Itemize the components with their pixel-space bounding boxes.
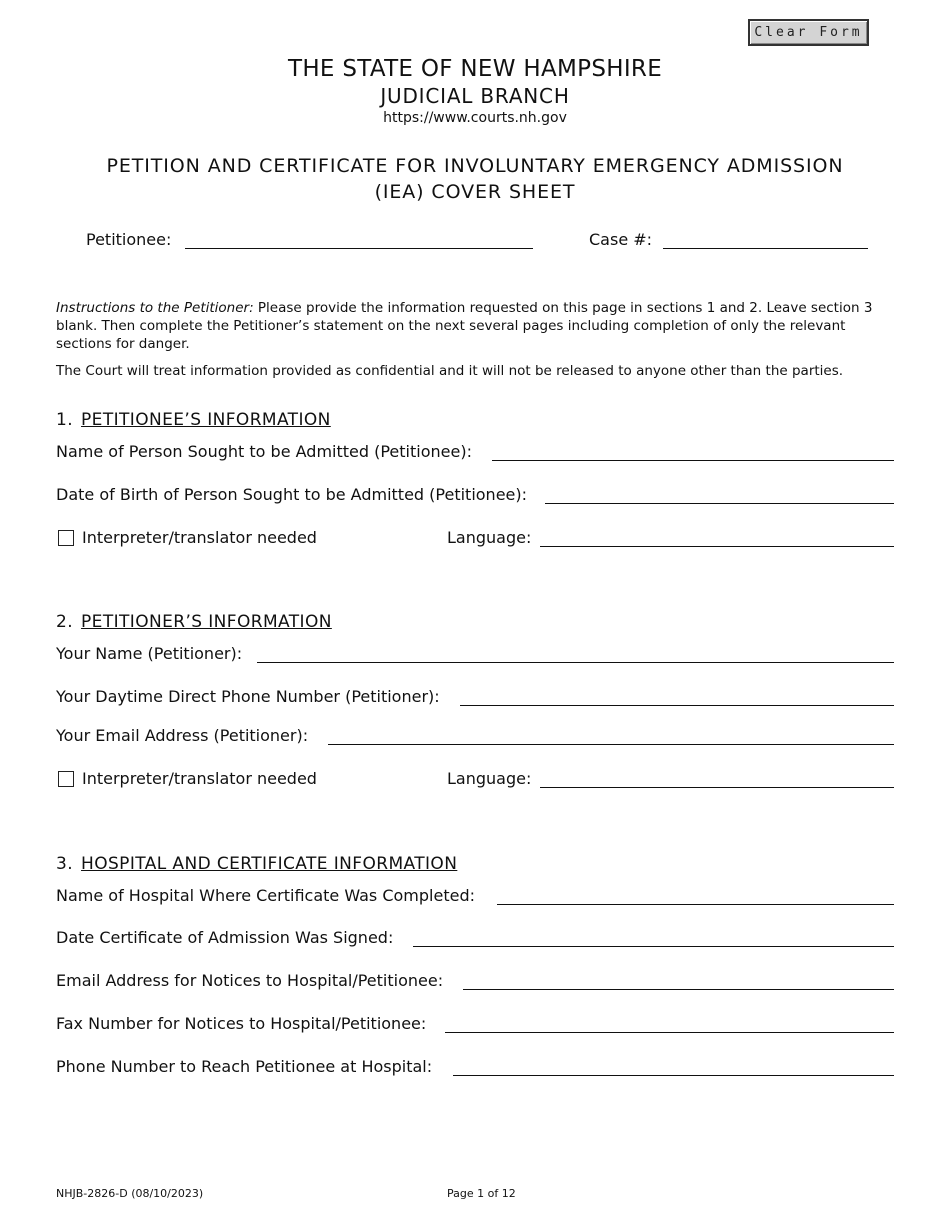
section2-title: PETITIONER’S INFORMATION [81,612,332,632]
petitioner-interpreter-checkbox[interactable] [58,771,74,787]
hospital-fax-label: Fax Number for Notices to Hospital/Petitionee: [56,1014,427,1033]
hospital-name-label: Name of Hospital Where Certificate Was Completed: [56,886,475,905]
court-url: https://www.courts.nh.gov [383,110,567,126]
hospital-fax-field[interactable] [445,1032,894,1033]
petitionee-dob-label: Date of Birth of Person Sought to be Admitted (Petitionee): [56,485,528,504]
hospital-phone-label: Phone Number to Reach Petitionee at Hospital: [56,1057,433,1076]
section3-title: HOSPITAL AND CERTIFICATE INFORMATION [81,854,458,874]
petitionee-interpreter-label: Interpreter/translator needed [82,528,317,547]
branch-heading: JUDICIAL BRANCH [380,84,570,108]
petitionee-name-field[interactable] [492,460,894,461]
instructions-body: Please provide the information requested on this page in sections 1 and 2. Leave section 3 blank. Then complete the Petitioner’s statement on the next several pages including completion of only the relevant sections for danger. [56,300,873,352]
case-number-field[interactable] [663,248,868,249]
section2-heading [56,612,332,632]
section3-heading [56,854,457,874]
page-number: Page 1 of 12 [447,1187,516,1200]
certificate-date-field[interactable] [413,946,894,947]
form-identifier: NHJB-2826-D (08/10/2023) [56,1187,204,1200]
form-title-line1: PETITION AND CERTIFICATE FOR INVOLUNTARY EMERGENCY ADMISSION [106,155,844,177]
confidentiality-notice: The Court will treat information provided as confidential and it will not be released to anyone other than the parties. [56,363,844,379]
section1-title: PETITIONEE’S INFORMATION [81,410,331,430]
petitioner-phone-label: Your Daytime Direct Phone Number (Petitioner): [56,687,440,706]
petitionee-name-label: Name of Person Sought to be Admitted (Petitionee): [56,442,472,461]
section3-number: 3. [56,854,74,874]
hospital-email-label: Email Address for Notices to Hospital/Petitionee: [56,971,444,990]
section1-number: 1. [56,410,74,430]
certificate-date-label: Date Certificate of Admission Was Signed: [56,928,394,947]
hospital-email-field[interactable] [463,989,894,990]
petitioner-name-label: Your Name (Petitioner): [56,644,243,663]
instructions-lead: Instructions to the Petitioner: [56,300,254,316]
petitionee-field[interactable] [185,248,533,249]
clear-form-button[interactable]: Clear Form [748,19,869,46]
petitioner-phone-field[interactable] [460,705,894,706]
hospital-name-field[interactable] [497,904,894,905]
petitioner-language-field[interactable] [540,787,894,788]
state-heading: THE STATE OF NEW HAMPSHIRE [287,56,663,82]
instructions-paragraph [56,299,896,353]
petitioner-name-field[interactable] [257,662,894,663]
petitioner-language-label: Language: [447,769,532,788]
petitionee-label: Petitionee: [86,230,172,249]
hospital-phone-field[interactable] [453,1075,894,1076]
form-title-line2: (IEA) COVER SHEET [374,181,576,203]
section1-heading [56,410,331,430]
petitioner-interpreter-label: Interpreter/translator needed [82,769,317,788]
petitionee-interpreter-checkbox[interactable] [58,530,74,546]
petitionee-language-field[interactable] [540,546,894,547]
petitionee-dob-field[interactable] [545,503,894,504]
petitioner-email-label: Your Email Address (Petitioner): [56,726,309,745]
petitionee-language-label: Language: [447,528,532,547]
petitioner-email-field[interactable] [328,744,894,745]
section2-number: 2. [56,612,74,632]
case-number-label: Case #: [589,230,653,249]
